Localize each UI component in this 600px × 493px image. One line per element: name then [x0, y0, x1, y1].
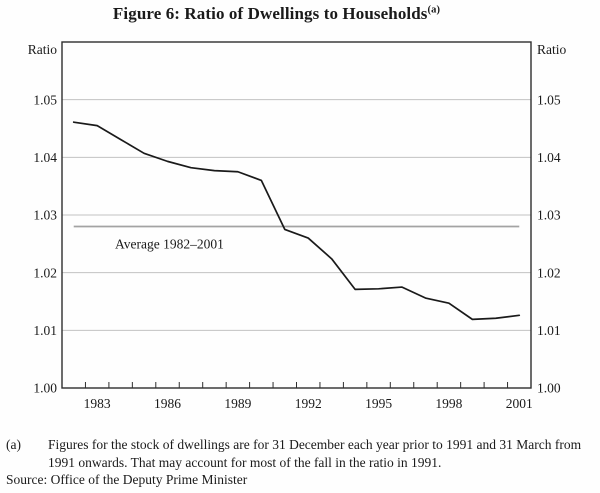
- y-axis-unit-right: Ratio: [537, 42, 567, 57]
- y-axis-label-right: 1.00: [537, 380, 561, 396]
- y-axis-label-right: 1.04: [537, 150, 561, 166]
- y-axis-label-right: 1.02: [537, 265, 561, 281]
- x-axis-label: 1998: [435, 396, 463, 411]
- y-axis-label-right: 1.03: [537, 207, 561, 223]
- y-axis-label-left: 1.04: [33, 150, 57, 166]
- y-axis-unit-left: Ratio: [27, 42, 57, 57]
- footnote-marker: (a): [6, 437, 21, 452]
- x-axis-label: 1983: [83, 396, 111, 411]
- figure-title-footnote-marker: (a): [427, 4, 441, 16]
- y-axis-label-left: 1.03: [33, 207, 57, 223]
- x-axis-label: 2001: [505, 396, 533, 411]
- average-line-label: Average 1982–2001: [115, 236, 224, 252]
- footnote: [6, 436, 596, 473]
- figure-title-text: Figure 6: Ratio of Dwellings to Households: [112, 4, 428, 23]
- source-line: Source: Office of the Deputy Prime Minister: [6, 472, 248, 487]
- y-axis-label-right: 1.01: [537, 323, 561, 339]
- y-axis-label-left: 1.01: [33, 323, 57, 339]
- y-axis-label-left: 1.00: [33, 380, 57, 396]
- x-axis-label: 1992: [294, 396, 322, 411]
- x-axis-label: 1989: [224, 396, 252, 411]
- data-line: [74, 122, 520, 319]
- x-axis-label: 1995: [365, 396, 393, 411]
- x-axis-label: 1986: [154, 396, 182, 411]
- y-axis-label-right: 1.05: [537, 92, 561, 108]
- footnote-text: Figures for the stock of dwellings are for 31 December each year prior to 1991 and 31 March from 1991 onwards. That may account for most of the fall in the ratio in 1991.: [48, 437, 582, 471]
- y-axis-label-left: 1.05: [33, 92, 57, 108]
- y-axis-label-left: 1.02: [33, 265, 57, 281]
